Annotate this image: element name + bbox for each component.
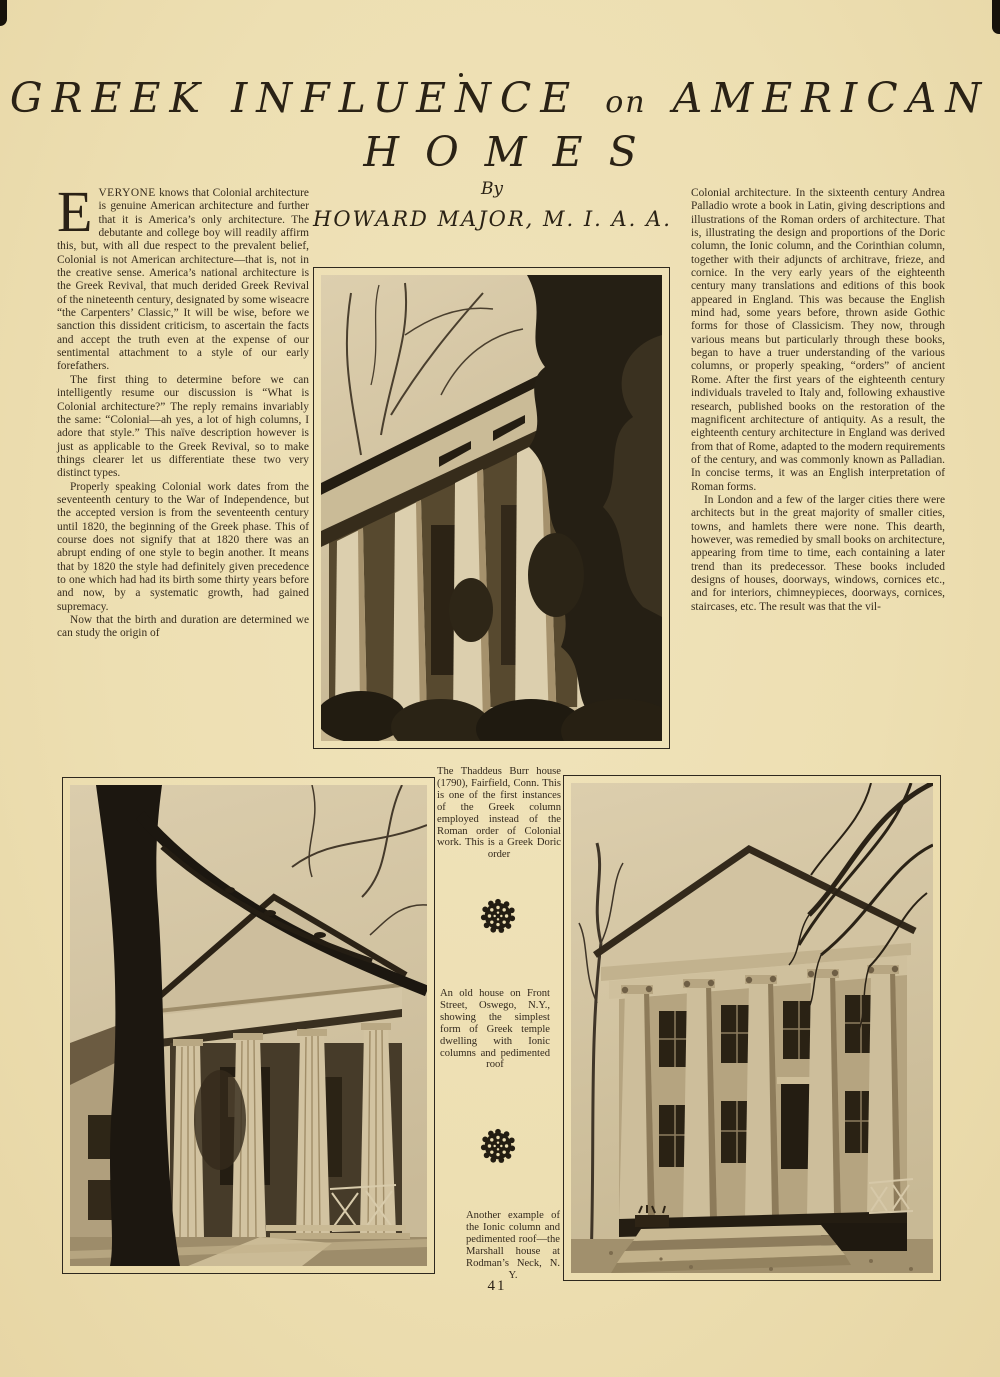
wing-window [88,1180,114,1220]
byline-author: HOWARD MAJOR, M. I. A. A. [313,207,672,231]
right-text-column [691,187,945,614]
paragraph: Now that the birth and duration are determined we can study the origin of [57,614,309,640]
title-line-2: HOMES [363,128,663,176]
title-text-greek-influence: GREEK INFLUENCE [9,74,580,122]
steps [266,1225,406,1231]
thaddeus-burr-house-illustration [321,275,662,741]
title-text-american: AMERICAN [672,74,991,122]
paragraph [57,179,309,374]
scan-artifact-top-left [0,0,7,26]
caption-thaddeus-burr-house: The Thaddeus Burr house (1790), Fairfield, Conn. This is one of the first instances of the Greek column employed instead of the Roman order of Colonial work. This is a Greek Doric order [437,766,561,861]
oswego-house-illustration [70,785,427,1266]
photo-marshall-house [563,775,941,1281]
photo-thaddeus-burr-house [313,267,670,749]
byline [313,179,671,231]
marshall-house-illustration [571,783,933,1273]
byline-by-label: By [480,179,504,199]
paragraph-text: knows that Colonial architecture is genuine American architecture and further that it is America’s only architecture. The debutante and college boy will readily affirm this, but, with all due respect to the prevalent belief, Colonial is not American architecture—that is, not in the creative sense. America’s national architecture is the Greek Revival, that much derided Greek Revival of the nineteenth century, designated by some wiseacre “the Carpenters’ Classic,” It will be wise, before we sanction this dissident criticism, to ascertain the facts and accept the truth even at the expense of our sentimental attachment to a style of our early forefathers. [57,187,309,373]
caption-marshall-house: Another example of the Ionic column and pedimented roof—the Marshall house at Rodman’s Neck, N. Y. [466,1210,560,1281]
title-text-on: on [605,85,647,120]
rosette-ornament-icon [479,897,517,935]
rosette-ornament-icon [479,1127,517,1165]
flower-box [635,1205,669,1227]
title-line-1 [0,74,1000,122]
caption-oswego-house: An old house on Front Street, Oswego, N.Y., showing the simplest form of Greek temple dwelling with Ionic columns and pedimented roof [440,988,550,1071]
left-text-column [57,179,309,641]
paragraph: In London and a few of the larger cities there were architects but in the great majority of smaller cities, towns, and hamlets there were none. This dearth, however, was remedied by small books on architecture, appearing from time to time, each containing a later trend than its predecessor. These books included designs of houses, doorways, windows, cornices etc., and for interiors, chimneypieces, doorways, cornices, staircases, etc. The result was that the vil- [691,493,945,613]
front-steps [611,1225,851,1273]
drop-cap: E [57,179,93,244]
photo-oswego-house [62,777,435,1274]
paragraph: Colonial architecture. In the sixteenth century Andrea Palladio wrote a book in Latin, giving descriptions and illustrations of the Roman orders of architecture. That is, illustrating the design and proportions of the Doric column, the Ionic column, and the Corinthian column, together with their adjuncts of architrave, frieze, and cornice. In the very early years of the eighteenth century many translations and editions of this book appeared in England. This was because the English mind had, some years before, thrown aside Gothic forms for those of Classicism. They now, through various means but particularly through these books, began to have a truer understanding of the various columns, or properly speaking, “orders” of ancient Rome. After the first years of the eighteenth century individuals traveled to Italy and, following exhaustive research, published books on the restoration of the magnificent architecture of antiquity. As a result, the eighteenth century architecture in England was derived from that of Rome, adapted to the modern requirements of the century, and was commonly known as Palladian. In concise terms, it was an English interpretation of Roman forms. [691,187,945,493]
scan-artifact-top-right [992,0,1000,34]
page-number: 41 [487,1278,507,1294]
paragraph: Properly speaking Colonial work dates from the seventeenth century to the War of Independence, but the accepted version is from the seventeenth century until 1820, the beginning of the Greek phase. This of course does not signify that at 1820 there was an abrupt ending of one style to begin another. It means that by 1820 the style had definitely given precedence to one which had had its birth some thirty years before and now, by a systematic growth, had gained supremacy. [57,480,309,613]
article-title [0,74,1000,176]
lead-word: VERYONE [98,187,156,199]
paragraph: The first thing to determine before we can intelligently resume our discussion is “What is Colonial architecture?” The reply remains invariably the same: “Colonial—ah yes, a lot of high columns, I adore that style.” This naïve description however is just as applicable to the Greek Revival, so to make things clearer let us differentiate these two very distinct types. [57,373,309,480]
vine [194,1070,246,1170]
